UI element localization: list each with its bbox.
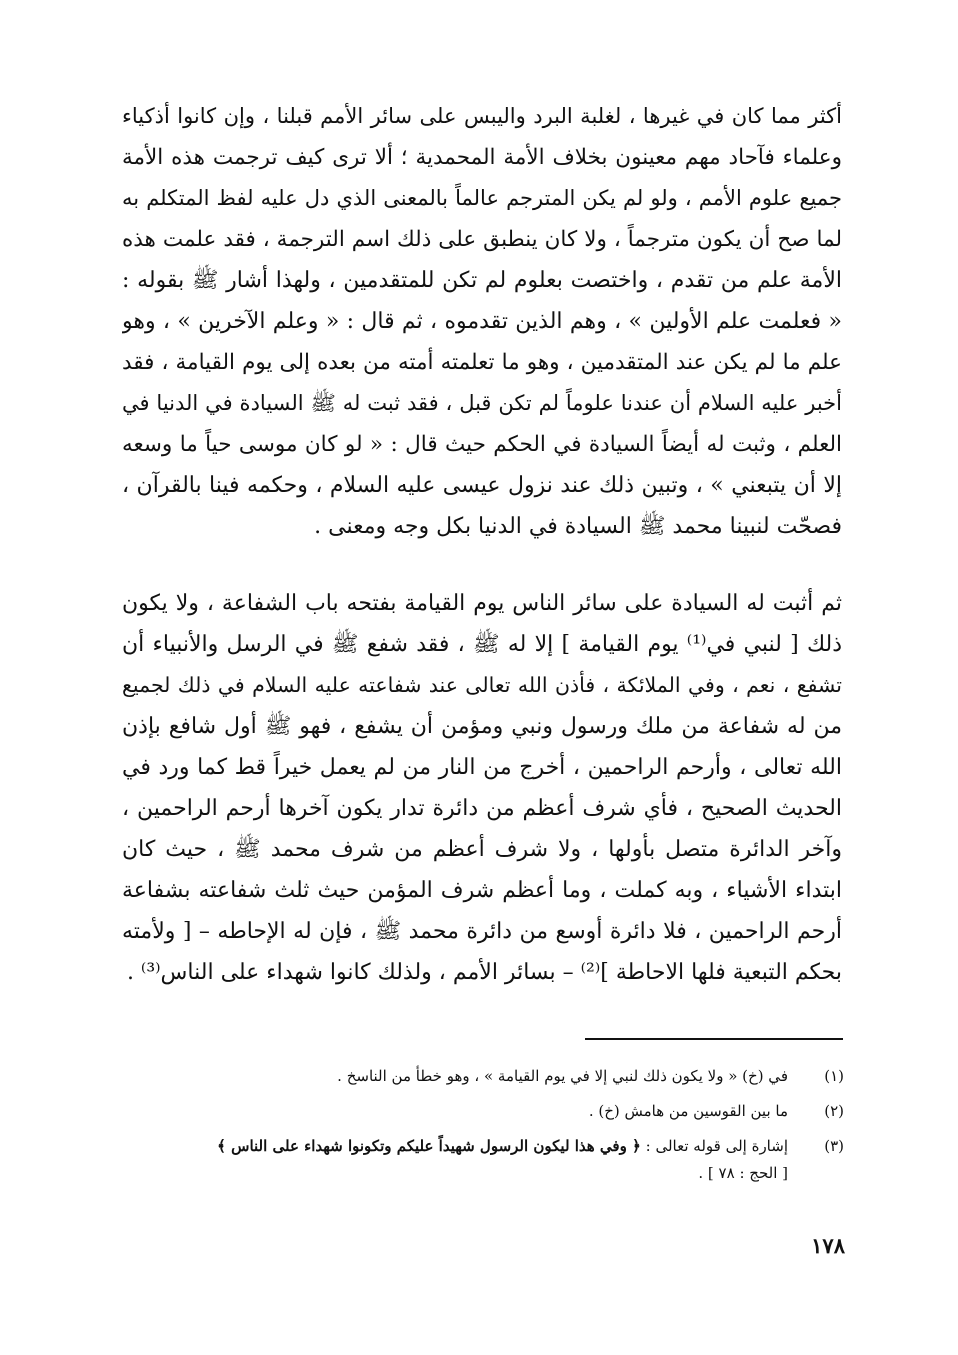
footnote-line: ما بين القوسين من هامش (خ) . <box>588 1102 788 1120</box>
text-line: الحديث الصحيح ، فأي شرف أعظم من دائرة تدار يكون آخرها أرحم الراحمين ، <box>122 796 842 821</box>
text-line: من له شفاعة من ملك ورسول ونبي ومؤمن أن يشفع ، فهو ﷺ أول شافع بإذن <box>122 714 842 739</box>
text-line: لما صح أن يكون مترجماً ، ولا كان ينطبق على ذلك اسم الترجمة ، فقد علمت هذه <box>122 227 842 252</box>
footnote-3 <box>118 1133 844 1187</box>
footnote-2 <box>118 1098 844 1125</box>
text-line: تشفع ، نعم ، وفي الملائكة ، فأذن الله تعالى عند شفاعته عليه السلام في ذلك لجميع <box>122 673 842 697</box>
text-line: جميع علوم الأمم ، ولو لم يكن المترجم عالماً بالمعنى الذي دل عليه لفظ المتكلم به <box>122 186 842 210</box>
text-line: ثم أثبت له السيادة على سائر الناس يوم القيامة بفتحه باب الشفاعة ، ولا يكون <box>122 591 842 616</box>
text-line: علم ما لم يكن عند المتقدمين ، وهو ما تعلمته أمته من بعده إلى يوم القيامة ، فقد <box>122 350 842 375</box>
text-line: أكثر مما كان في غيرها ، لغلبة البرد واليبس على سائر الأمم قبلنا ، وإن كانوا أذكياء <box>122 104 842 128</box>
page-number: ١٧٨ <box>811 1233 845 1258</box>
quran-quote: ﴿ وفي هذا ليكون الرسول شهيداً عليكم وتكونوا شهداء على الناس ﴾ <box>217 1137 641 1155</box>
footnote-1 <box>118 1063 844 1090</box>
footnote-number: (٣) <box>824 1137 844 1155</box>
footnote-text <box>118 1133 788 1187</box>
text-line: وآخر الدائرة متصل بأولها ، ولا شرف أعظم من شرف محمد ﷺ ، حيث كان <box>122 837 842 862</box>
text-line: وعلماء فآحاد مهم معينون بخلاف الأمة المحمدية ؛ ألا ترى كيف ترجمت هذه الأمة <box>122 145 842 170</box>
text-line: ابتداء الأشياء ، وبه كملت ، وما أعظم شرف المؤمن حيث ثلث شفاعته بشفاعة <box>122 878 842 903</box>
text-line: أرحم الراحمين ، فلا دائرة أوسع من دائرة محمد ﷺ ، فإن له الإحاطه – [ ولأمته <box>122 919 842 944</box>
text-line: العلم ، وثبت له أيضاً السيادة في الحكم حيث قال : « لو كان موسى حياً ما وسعه <box>122 432 842 457</box>
text-line: فصحّت لنبينا محمد ﷺ السيادة في الدنيا بكل وجه ومعنى . <box>314 514 842 539</box>
text-line: إلا أن يتبعني » ، وتبين ذلك عند نزول عيسى عليه السلام ، وحكمه فينا بالقرآن ، <box>122 473 842 498</box>
quran-reference: [ الحج : ٧٨ ] . <box>698 1164 788 1182</box>
paragraph-2 <box>122 583 842 993</box>
text-line: الأمة علم من تقدم ، واختصت بعلوم لم تكن للمتقدمين ، ولهذا أشار ﷺ بقوله : <box>122 268 842 293</box>
footnote-text <box>118 1063 788 1090</box>
footnote-number: (٢) <box>824 1102 844 1120</box>
text-line: بحكم التبعية فلها الاحاطة ]⁽²⁾ – بسائر الأمم ، ولذلك كانوا شهداء على الناس⁽³⁾ . <box>126 960 842 985</box>
text-line: ذلك [ لنبي في⁽¹⁾ يوم القيامة ] إلا له ﷺ ، فقد شفع ﷺ في الرسل والأنبياء أن <box>122 632 842 657</box>
footnote-text <box>118 1098 788 1125</box>
paragraph-1 <box>122 96 842 547</box>
text-line: أخبر عليه السلام أن عندنا علوماً لم تكن قبل ، فقد ثبت له ﷺ السيادة في الدنيا في <box>122 391 842 415</box>
footnotes <box>118 1063 844 1195</box>
footnote-line: في (خ) « ولا يكون ذلك لنبي إلا في يوم القيامة » ، وهو خطأ من الناسخ . <box>337 1067 788 1085</box>
text-line: « فعلمت علم الأولين » ، وهم الذين تقدموه ، ثم قال : « وعلم الآخرين » ، وهو <box>122 309 842 334</box>
footnote-divider <box>585 1038 843 1040</box>
text-line: الله تعالى ، وأرحم الراحمين ، أخرج من النار من لم يعمل خيراً قط كما ورد في <box>122 755 842 780</box>
footnote-line <box>118 1133 788 1160</box>
footnote-lead: إشارة إلى قوله تعالى : <box>640 1137 788 1155</box>
footnote-number: (١) <box>824 1067 844 1085</box>
